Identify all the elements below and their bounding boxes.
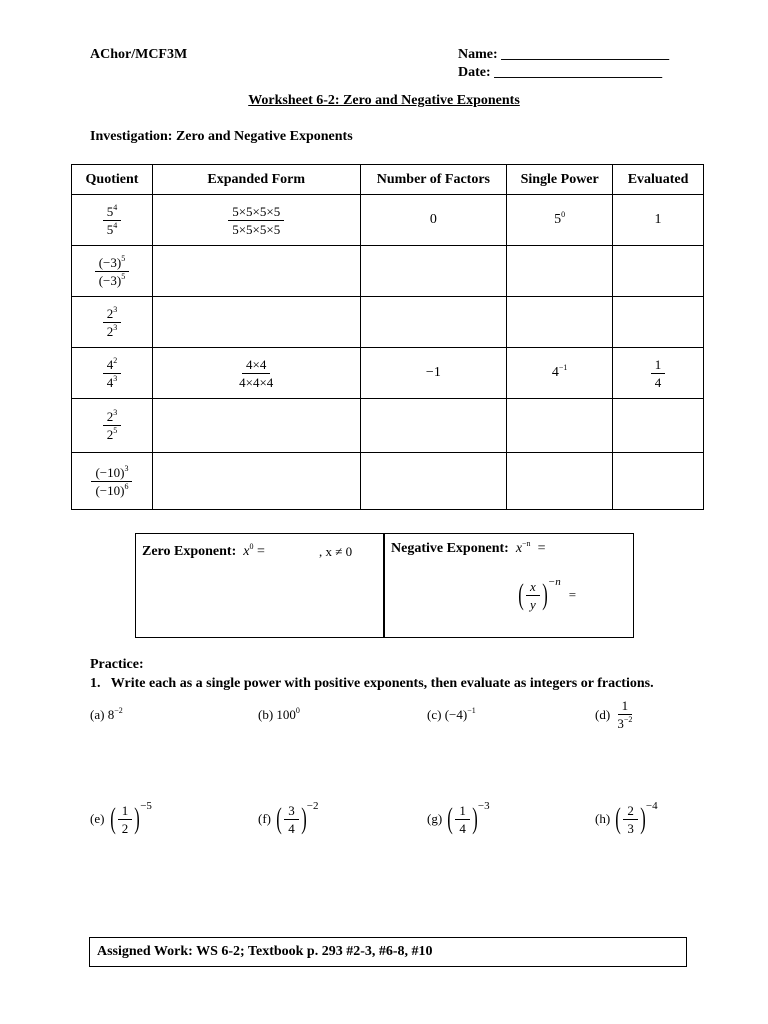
expanded-form-cell [152,195,360,246]
quotient-cell [72,453,153,510]
negative-exponent-box[interactable] [383,533,634,638]
table-row [72,195,704,246]
negative-exponent-rule: Negative Exponent: $x^{-n}$ = [391,539,546,556]
date-line: Date: ________________________ [458,65,663,80]
evaluated-cell [613,348,704,399]
worksheet-title: Worksheet 6-2: Zero and Negative Exponents [248,93,520,108]
quotient-fraction: $\frac{4^2}{4^3}$ [103,357,122,390]
factors-cell[interactable] [360,399,507,453]
practice-heading: Practice: [90,657,144,672]
negative-exponent-fraction-rule: ( $\frac{x}{y}$ ) −n = [518,576,577,612]
table-header-row [72,165,704,195]
course-code: AChor/MCF3M [90,47,188,62]
single-power-cell[interactable] [507,297,613,348]
expanded-fraction: $\frac{4\times 4}{4\times 4\times 4}$ [239,356,274,390]
table-row [72,348,704,399]
expanded-form-cell[interactable] [152,399,360,453]
single-power-cell[interactable] [507,399,613,453]
expanded-form-cell[interactable] [152,453,360,510]
quotient-cell [72,297,153,348]
header-evaluated: Evaluated [613,165,704,195]
single-power-cell[interactable] [507,246,613,297]
header-expanded-form: Expanded Form [152,165,360,195]
problem-g: (g) ( $\frac{1}{4}$ ) −3 [427,800,490,836]
evaluated-cell[interactable] [613,399,704,453]
table-row [72,399,704,453]
table-row [72,246,704,297]
investigation-heading: Investigation: Zero and Negative Exponents [90,129,353,144]
name-line: Name: ________________________ [458,47,670,62]
problem-b: (b) $100^0$ [258,706,300,722]
investigation-table [71,164,704,510]
header-single-power: Single Power [507,165,613,195]
quotient-cell [72,195,153,246]
factors-cell[interactable] [360,453,507,510]
table-row [72,453,704,510]
zero-exponent-rule: Zero Exponent: $x^0$ = [142,542,265,559]
problem-h: (h) ( $\frac{2}{3}$ ) −4 [595,800,658,836]
factors-cell[interactable] [360,246,507,297]
evaluated-cell[interactable] [613,246,704,297]
evaluated-cell[interactable] [613,453,704,510]
quotient-fraction: $\frac{2^3}{2^5}$ [103,409,122,442]
single-power-cell[interactable] [507,453,613,510]
factors-cell: 0 [360,195,507,246]
zero-exponent-box[interactable] [135,533,385,638]
expanded-form-cell [152,348,360,399]
factors-cell: −1 [360,348,507,399]
assigned-work-box [89,937,687,967]
quotient-fraction: $\frac{5^4}{5^4}$ [103,204,122,237]
single-power-cell: $5^0$ [507,195,613,246]
expanded-form-cell[interactable] [152,297,360,348]
zero-exponent-condition: , x ≠ 0 [319,544,353,559]
evaluated-fraction: $\frac{1}{4}$ [651,357,666,390]
header-quotient: Quotient [72,165,153,195]
factors-cell[interactable] [360,297,507,348]
quotient-fraction: $\frac{(-10)^3}{(-10)^6}$ [91,465,132,498]
problem-e: (e) ( $\frac{1}{2}$ ) −5 [90,800,152,836]
quotient-cell [72,246,153,297]
problem-f: (f) ( $\frac{3}{4}$ ) −2 [258,800,319,836]
quotient-fraction: $\frac{2^3}{2^3}$ [103,306,122,339]
expanded-fraction: $\frac{5\times 5\times 5\times 5}{5\times 5\times 5\times 5}$ [228,204,284,237]
problem-c: (c) $(-4)^{-1}$ [427,706,476,722]
evaluated-cell: 1 [613,195,704,246]
table-row [72,297,704,348]
expanded-form-cell[interactable] [152,246,360,297]
header-number-of-factors: Number of Factors [360,165,507,195]
practice-instruction: 1. Write each as a single power with positive exponents, then evaluate as integers or fractions. [90,676,654,691]
assigned-work-text: Assigned Work: WS 6-2; Textbook p. 293 #2-3, #6-8, #10 [97,944,433,959]
problem-d: (d) $\frac{1}{3^{-2}}$ [595,698,633,731]
single-power-cell: $4^{-1}$ [507,348,613,399]
quotient-fraction: $\frac{(-3)^5}{(-3)^5}$ [95,255,130,288]
quotient-cell [72,399,153,453]
problem-a: (a) $8^{-2}$ [90,706,123,722]
quotient-cell [72,348,153,399]
evaluated-cell[interactable] [613,297,704,348]
